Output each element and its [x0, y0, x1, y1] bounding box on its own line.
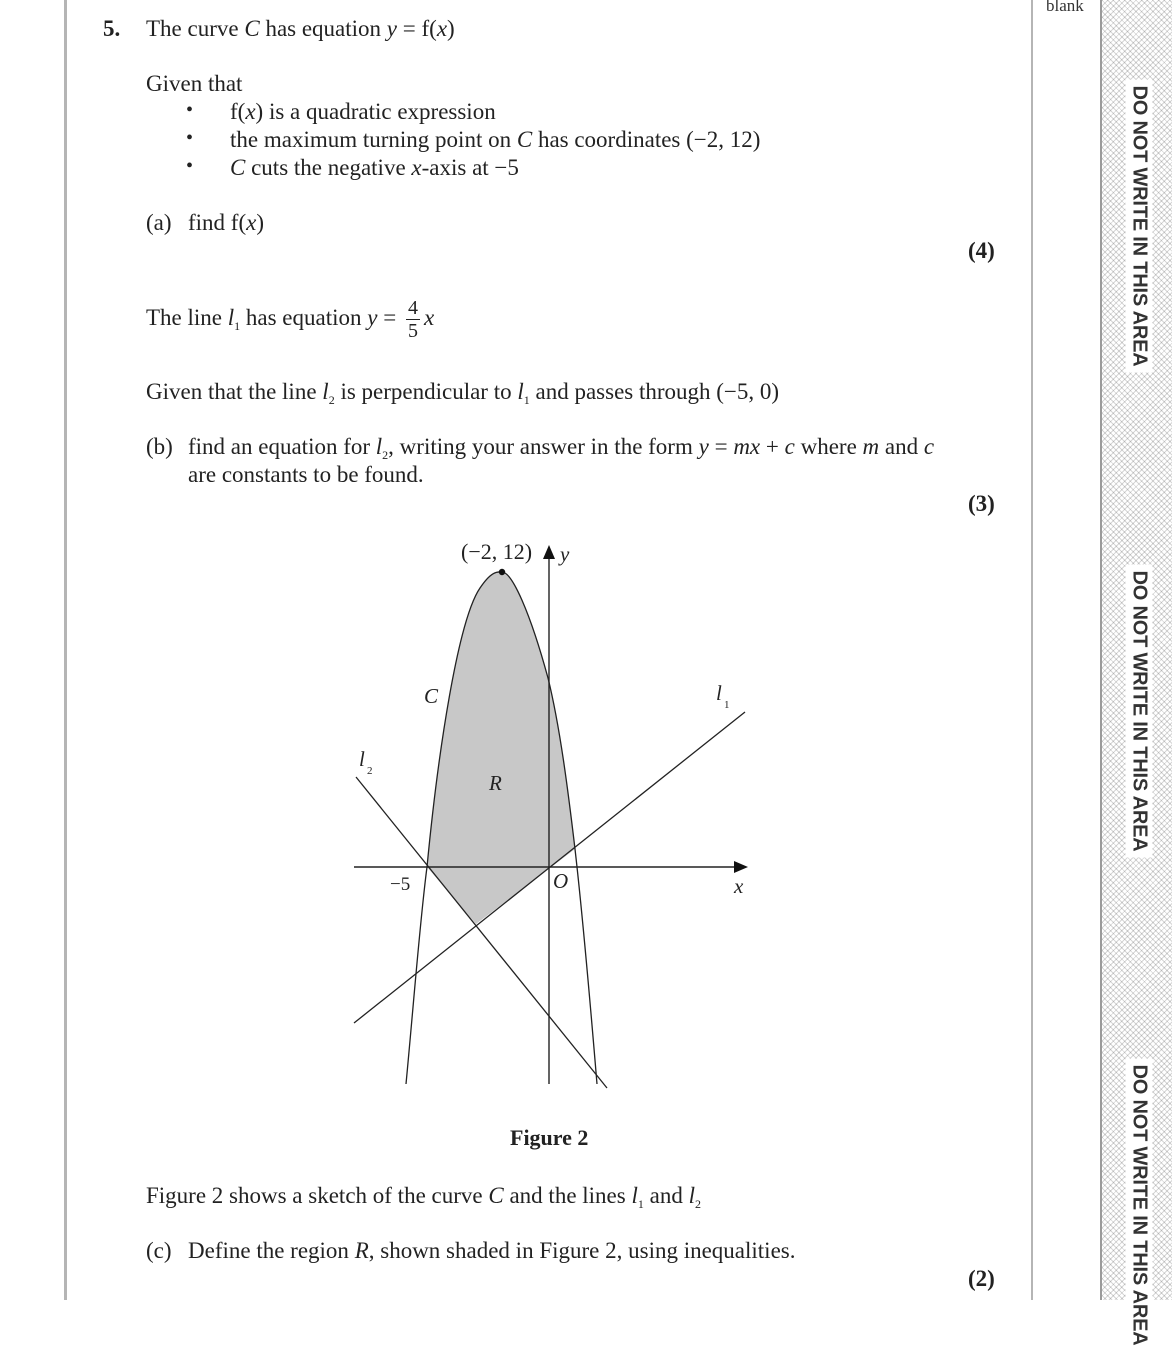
region-r-label: R — [489, 771, 502, 795]
part-b-text: find an equation for $l_2$, writing your answer in the form y = mx + c where m and c — [188, 434, 935, 462]
question-number: 5. — [103, 16, 121, 41]
x-axis-arrowhead — [734, 861, 748, 873]
bullet-item-1: f(x) is a quadratic expression — [230, 99, 496, 124]
l1-label-subscript: 1 — [724, 699, 730, 711]
bullet-item-2: the maximum turning point on C has coordinates (−2, 12) — [230, 127, 761, 152]
part-a-marks: (4) — [968, 238, 995, 263]
figure-caption: Figure 2 — [510, 1125, 589, 1150]
part-c-marks: (2) — [968, 1266, 995, 1291]
bullet-dot: • — [186, 155, 194, 177]
l2-label: l — [359, 747, 365, 771]
l2-label-subscript: 2 — [367, 765, 373, 777]
y-axis-label: y — [560, 542, 570, 566]
turning-point-label: (−2, 12) — [461, 539, 533, 564]
line-l1-equation: The line $l_1$ has equation y = $\frac{4}{5}$ x — [146, 297, 435, 343]
part-c-text: Define the region R, shown shaded in Figure 2, using inequalities. — [188, 1238, 796, 1263]
fraction-four-fifths: $\frac{4}{5}$ — [407, 297, 418, 343]
given-heading: Given that — [146, 71, 243, 96]
part-a-label: (a) — [146, 210, 172, 235]
bullet-dot: • — [186, 99, 194, 121]
part-c-label: (c) — [146, 1238, 172, 1263]
figure-description: Figure 2 shows a sketch of the curve C and the lines $l_1$ and $l_2$ — [146, 1183, 701, 1211]
l1-label: l — [716, 681, 722, 705]
y-axis-arrowhead — [543, 545, 555, 559]
given-l2-statement: Given that the line $l_2$ is perpendicular to $l_1$ and passes through (−5, 0) — [146, 379, 780, 407]
neg5-label: −5 — [390, 874, 411, 895]
part-b-label: (b) — [146, 434, 173, 459]
question-intro: The curve C has equation y = f(x) — [146, 16, 455, 41]
bullet-item-3: C cuts the negative x-axis at −5 — [230, 155, 519, 180]
origin-label: O — [553, 869, 569, 893]
part-b-text-line2: are constants to be found. — [188, 462, 424, 487]
curve-c-label: C — [424, 684, 439, 708]
part-a-text: find f(x) — [188, 210, 265, 235]
part-b-marks: (3) — [968, 491, 995, 516]
x-axis-label: x — [734, 874, 744, 898]
turning-point-marker — [499, 569, 505, 575]
bullet-dot: • — [186, 127, 194, 149]
blank-column-label: blank — [1046, 0, 1084, 15]
